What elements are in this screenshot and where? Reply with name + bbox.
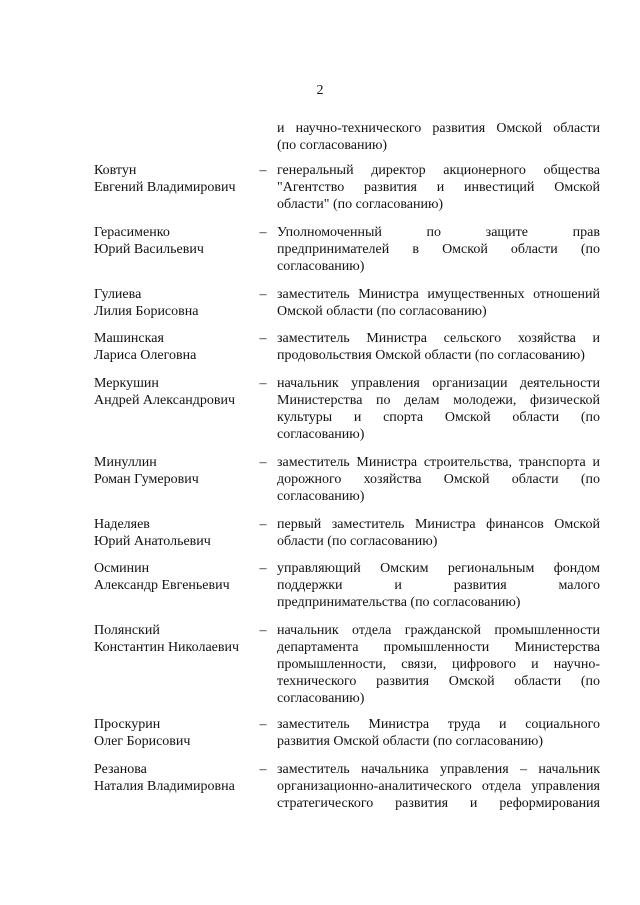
description-line: промышленности, связи, цифрового и научно- [277,657,600,672]
description-line: технического развития Омской области (по [277,674,600,689]
separator-dash: – [259,762,267,777]
description-line: начальник отдела гражданской промышленности [277,623,600,638]
member-name [94,454,264,488]
description-line: Омской области (по согласованию) [277,304,487,319]
description-line: заместитель Министра имущественных отношений [277,287,600,302]
member-surname: Проскурин [94,717,161,732]
description-line: заместитель Министра труда и социального [277,717,600,732]
member-name [94,286,264,320]
member-position [277,560,600,611]
separator-dash: – [259,225,267,240]
description-line: Министерства по делам молодежи, физической [277,393,600,408]
description-line: дорожного хозяйства Омской области (по [277,472,600,487]
description-line: начальник управления организации деятельности [277,376,600,391]
member-name [94,560,264,594]
separator-dash: – [259,331,267,346]
description-line: первый заместитель Министра финансов Омской [277,517,600,532]
member-name [94,224,264,258]
description-line: генеральный директор акционерного общества [277,163,600,178]
description-line: "Агентство развития и инвестиций Омской [277,180,600,195]
description-line: согласованию) [277,691,365,706]
member-given-names: Евгений Владимирович [94,180,236,195]
member-name [94,622,264,656]
description-line: заместитель Министра строительства, транспорта и [277,455,600,470]
member-position [277,375,600,443]
continued-description [277,120,600,154]
member-surname: Полянский [94,623,160,638]
separator-dash: – [259,561,267,576]
member-position [277,716,600,750]
member-surname: Наделяев [94,517,150,532]
description-line: продовольствия Омской области (по согласованию) [277,348,585,363]
member-name [94,516,264,550]
separator-dash: – [259,287,267,302]
member-surname: Гулиева [94,287,142,302]
separator-dash: – [259,163,267,178]
member-surname: Герасименко [94,225,170,240]
member-name [94,330,264,364]
separator-dash: – [259,455,267,470]
member-name [94,375,264,409]
member-position [277,224,600,275]
member-given-names: Лилия Борисовна [94,304,199,319]
description-line: заместитель Министра сельского хозяйства и [277,331,600,346]
member-position [277,286,600,320]
separator-dash: – [259,623,267,638]
member-given-names: Юрий Васильевич [94,242,204,257]
member-surname: Резанова [94,762,147,777]
member-surname: Ковтун [94,163,137,178]
separator-dash: – [259,717,267,732]
description-line: согласованию) [277,489,365,504]
description-line: предпринимательства (по согласованию) [277,595,521,610]
member-given-names: Олег Борисович [94,734,191,749]
description-line: культуры и спорта Омской области (по [277,410,600,425]
description-line: области" (по согласованию) [277,197,444,212]
member-position [277,516,600,550]
member-given-names: Наталия Владимировна [94,779,235,794]
member-given-names: Лариса Олеговна [94,348,197,363]
member-position [277,454,600,505]
description-line: предпринимателей в Омской области (по [277,242,600,257]
member-position [277,330,600,364]
member-name [94,761,264,795]
description-line: департамента промышленности Министерства [277,640,600,655]
description-line: стратегического развития и реформирования [277,796,600,811]
page-number: 2 [316,83,324,98]
member-surname: Минуллин [94,455,157,470]
member-name [94,716,264,750]
member-given-names: Константин Николаевич [94,640,240,655]
description-line: организационно-аналитического отдела управления [277,779,600,794]
description-line: развития Омской области (по согласованию) [277,734,544,749]
description-line: поддержки и развития малого [277,578,600,593]
member-given-names: Андрей Александрович [94,393,236,408]
member-position [277,622,600,707]
member-surname: Осминин [94,561,150,576]
member-surname: Меркушин [94,376,159,391]
description-line: Уполномоченный по защите прав [277,225,600,240]
member-position [277,761,600,812]
description-line: (по согласованию) [277,138,388,153]
description-line: заместитель начальника управления – начальник [277,762,600,777]
member-given-names: Юрий Анатольевич [94,534,211,549]
description-line: согласованию) [277,259,365,274]
description-line: управляющий Омским региональным фондом [277,561,600,576]
member-given-names: Роман Гумерович [94,472,199,487]
member-name [94,162,264,196]
member-position [277,162,600,213]
member-surname: Машинская [94,331,164,346]
description-line: согласованию) [277,427,365,442]
separator-dash: – [259,517,267,532]
member-given-names: Александр Евгеньевич [94,578,230,593]
description-line: области (по согласованию) [277,534,438,549]
separator-dash: – [259,376,267,391]
description-line: и научно-технического развития Омской области [277,121,600,136]
